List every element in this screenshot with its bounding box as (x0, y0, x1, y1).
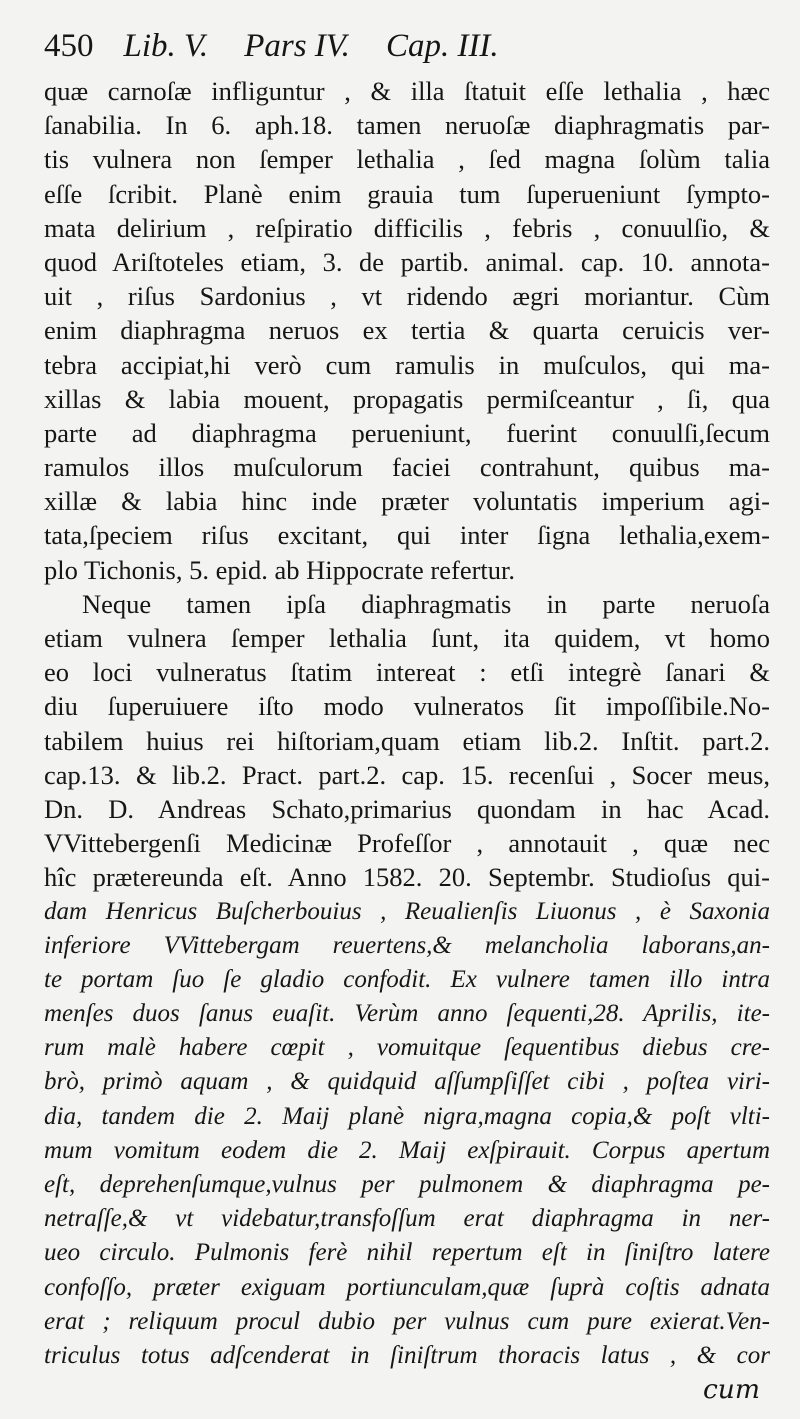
text-body (44, 74, 770, 1373)
text-line: te portam ſuo ſe gladio confodit. Ex vulnere tamen illo intra (44, 965, 770, 993)
text-line: xillæ & labia hinc inde præter voluntatis imperium agi- (44, 486, 770, 517)
text-line: eſt, deprehenſumque,vulnus per pulmonem & diaphragma pe- (44, 1171, 770, 1198)
text-line: quæ carnoſæ infliguntur , & illa ſtatuit eſſe lethalia , hæc (44, 76, 770, 106)
text-line: cap.13. & lib.2. Pract. part.2. cap. 15. recenſui , Socer meus, (44, 759, 770, 790)
text-line: diu ſuperuiuere iſto modo vulneratos ſit impoſſibile.No- (44, 691, 770, 722)
running-head-book: Lib. V. (123, 28, 209, 64)
text-line: dam Henricus Buſcherbouius , Reualienſis Liuonus , è Saxonia (44, 897, 770, 925)
text-line: inferiore VVittebergam reuertens,& melancholia laborans,an- (44, 931, 770, 959)
text-line: plo Tichonis, 5. epid. ab Hippocrate refertur. (44, 554, 516, 585)
text-line: erat ; reliquum procul dubio per vulnus cum pure exierat.Ven- (44, 1307, 770, 1335)
running-head-part: Pars IV. (244, 28, 350, 64)
text-line: dia, tandem die 2. Maij planè nigra,magna copia,& poſt vlti- (44, 1102, 770, 1130)
text-line: tis vulnera non ſemper lethalia , ſed magna ſolùm talia (44, 144, 770, 175)
text-line: mata delirium , reſpiratio difficilis , febris , conuulſio, & (44, 212, 770, 243)
text-line: xillas & labia mouent, propagatis permiſceantur , ſi, qua (44, 383, 770, 414)
running-head (44, 28, 770, 74)
text-line: tebra accipiat,hi verò cum ramulis in muſculos, qui ma- (44, 349, 770, 380)
text-line: triculus totus adſcenderat in ſiniſtrum thoracis latus , & cor (44, 1341, 770, 1369)
text-line: ramulos illos muſculorum faciei contrahunt, quibus ma- (44, 452, 770, 483)
text-line: hîc prætereunda eſt. Anno 1582. 20. Septembr. Studioſus qui- (44, 862, 770, 893)
text-line: enim diaphragma neruos ex tertia & quarta ceruicis ver- (44, 315, 770, 346)
text-line: eſſe ſcribit. Planè enim grauia tum ſuperueniunt ſympto- (44, 178, 770, 209)
running-head-chapter: Cap. III. (385, 28, 499, 64)
text-line: netraſſe,& vt videbatur,transfoſſum erat diaphragma in ner- (44, 1205, 770, 1233)
text-line: Neque tamen ipſa diaphragmatis in parte neruoſa (82, 588, 770, 619)
text-line: Dn. D. Andreas Schato,primarius quondam in hac Acad. (44, 793, 770, 824)
text-line: tata,ſpeciem riſus excitant, qui inter ſigna lethalia,exem- (44, 520, 770, 551)
text-line: uit , riſus Sardonius , vt ridendo ægri moriantur. Cùm (44, 281, 770, 312)
text-line: brò, primò aquam , & quidquid aſſumpſiſſet cibi , poſtea viri- (44, 1068, 770, 1096)
text-line: ueo circulo. Pulmonis ferè nihil repertum eſt in ſiniſtro latere (44, 1239, 770, 1267)
text-line: confoſſo, præter exiguam portiunculam,quæ ſuprà coſtis adnata (44, 1273, 770, 1301)
text-line: ſanabilia. In 6. aph.18. tamen neruoſæ diaphragmatis par- (44, 110, 770, 141)
text-line: mum vomitum eodem die 2. Maij exſpirauit. Corpus apertum (44, 1136, 770, 1164)
text-line: VVittebergenſi Medicinæ Profeſſor , annotauit , quæ nec (44, 828, 770, 859)
text-line: quod Ariſtoteles etiam, 3. de partib. animal. cap. 10. annota- (44, 246, 770, 277)
text-line: rum malè habere cœpit , vomuitque ſequentibus diebus cre- (44, 1034, 770, 1062)
text-line: tabilem huius rei hiſtoriam,quam etiam lib.2. Inſtit. part.2. (44, 725, 770, 756)
text-line: eo loci vulneratus ſtatim intereat : etſi integrè ſanari & (44, 657, 770, 688)
text-line: etiam vulnera ſemper lethalia ſunt, ita quidem, vt homo (44, 623, 770, 653)
text-line: parte ad diaphragma perueniunt, fuerint conuulſi,ſecum (44, 417, 770, 448)
catchword: cum (702, 1374, 760, 1406)
text-line: menſes duos ſanus euaſit. Verùm anno ſequenti,28. Aprilis, ite- (44, 1000, 770, 1028)
page-number: 450 (44, 28, 94, 64)
